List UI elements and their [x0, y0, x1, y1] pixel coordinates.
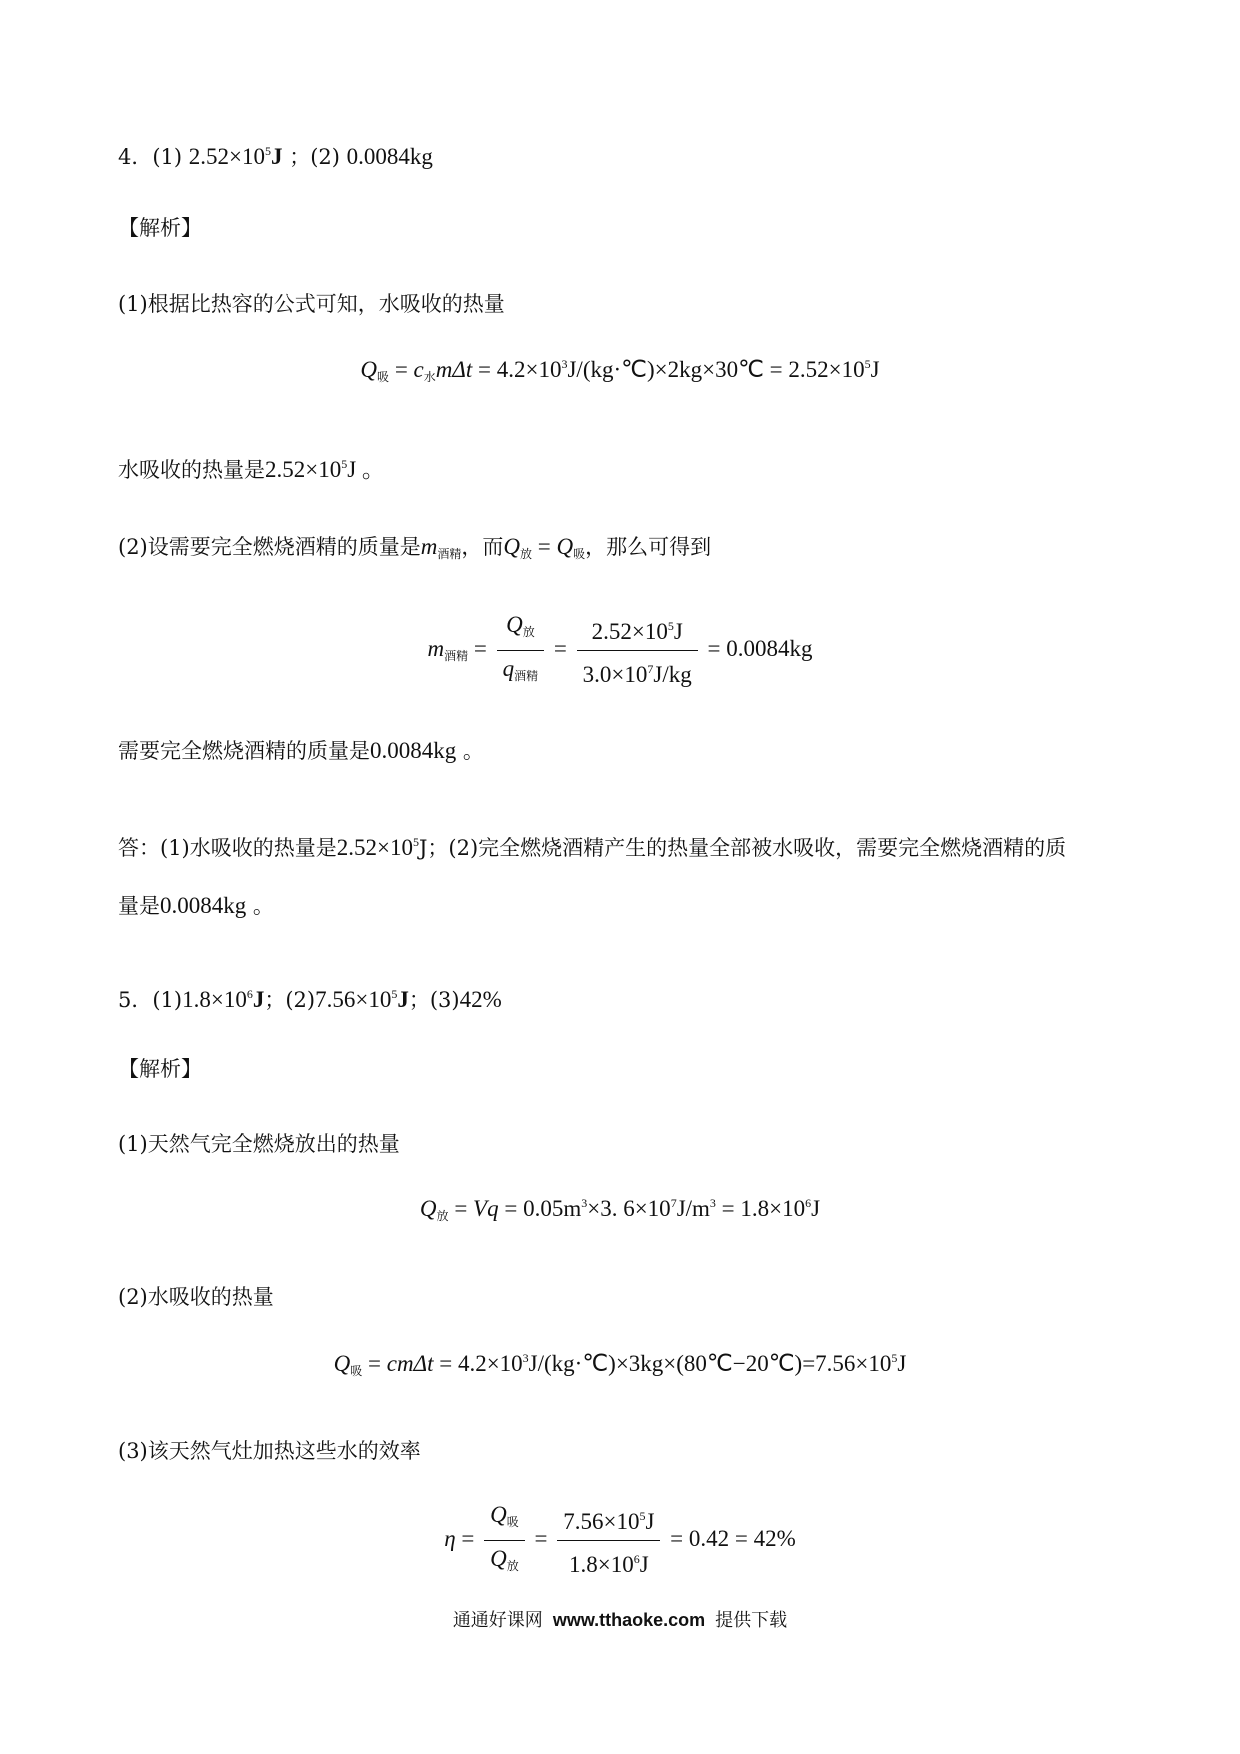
- q4-answer-summary-line2: 量是0.0084kg 。: [118, 893, 274, 918]
- q5-answer-line: 5．$(1)1.8\times 10^6J$；$(2)7.56\times 10^5J$；(3)42%: [118, 987, 502, 1012]
- q4-step1-text: (1)根据比热容的公式可知，水吸收的热量: [118, 292, 505, 316]
- q4-equation-1: $Q_吸 = c_水m\Delta t$ = $4.2\times 10^3J/(kg\cdot℃)\times 2kg\times 30℃ = 2.52\times 10^5J$: [360, 357, 880, 384]
- q5-analysis-label: 【解析】: [118, 1057, 202, 1081]
- q4-analysis-label: 【解析】: [118, 216, 202, 240]
- page-footer: 通通好课网 www.tthaoke.com 提供下载: [452, 1610, 788, 1631]
- fraction-efficiency-values: $\frac{7.56\times 10^5J}{1.8\times 10^6J}$: [557, 1501, 660, 1580]
- q4-answer-summary-line1: 答：(1)水吸收的热量是$2.52\times 10^5J$；(2)完全燃烧酒精产生的热量全部被水吸收，需要完全燃烧酒精的质: [118, 835, 1067, 860]
- q5-equation-1: $Q_放 = Vq = 0.05m^3\times 3$. $6\times 10^7J/m^3 = 1.8\times 10^6J$: [419, 1196, 821, 1223]
- q5-equation-2: $Q_吸 = cm\Delta t$ = $4.2\times 10^3J/(kg\cdot℃)\times 3kg\times(80℃-20℃)=7.56\times 10^5J$: [333, 1351, 907, 1378]
- fraction-values: $\frac{2.52\times 10^5J}{3.0\times 10^7J/kg}$: [577, 611, 698, 690]
- q4-answer-line: 4．(1) $2.52\times 10^5J$ ；(2) 0.0084kg: [118, 144, 433, 169]
- q4-step2-text: (2)设需要完全燃烧酒精的质量是$m_{酒精}$，而$Q_放 = Q_吸$，那么可得到: [118, 534, 712, 561]
- q5-equation-3: η = $\frac{Q_吸}{Q_放}$ = $\frac{7.56\times 10^5J}{1.8\times 10^6J}$ = 0.42 = 42%: [0, 1500, 1240, 1581]
- q5-step3-text: (3)该天然气灶加热这些水的效率: [118, 1439, 421, 1463]
- q4-result-1: 水吸收的热量是$2.52\times 10^5J$ 。: [118, 457, 385, 482]
- q4-result-2: 需要完全燃烧酒精的质量是0.0084kg 。: [118, 738, 484, 763]
- q5-step2-text: (2)水吸收的热量: [118, 1285, 274, 1309]
- fraction-efficiency: $\frac{Q_吸}{Q_放}$: [484, 1500, 525, 1581]
- footer-site-link[interactable]: www.tthaoke.com: [552, 1610, 706, 1630]
- q5-step1-text: (1)天然气完全燃烧放出的热量: [118, 1132, 400, 1156]
- fraction-q-over-q: $\frac{Q_放}{q_{酒精}}$: [497, 610, 545, 691]
- q4-equation-2: $m_{酒精}$ = $\frac{Q_放}{q_{酒精}}$ = $\frac{2.52\times 10^5J}{3.0\times 10^7J/kg}$ = 0.0084kg: [0, 610, 1240, 691]
